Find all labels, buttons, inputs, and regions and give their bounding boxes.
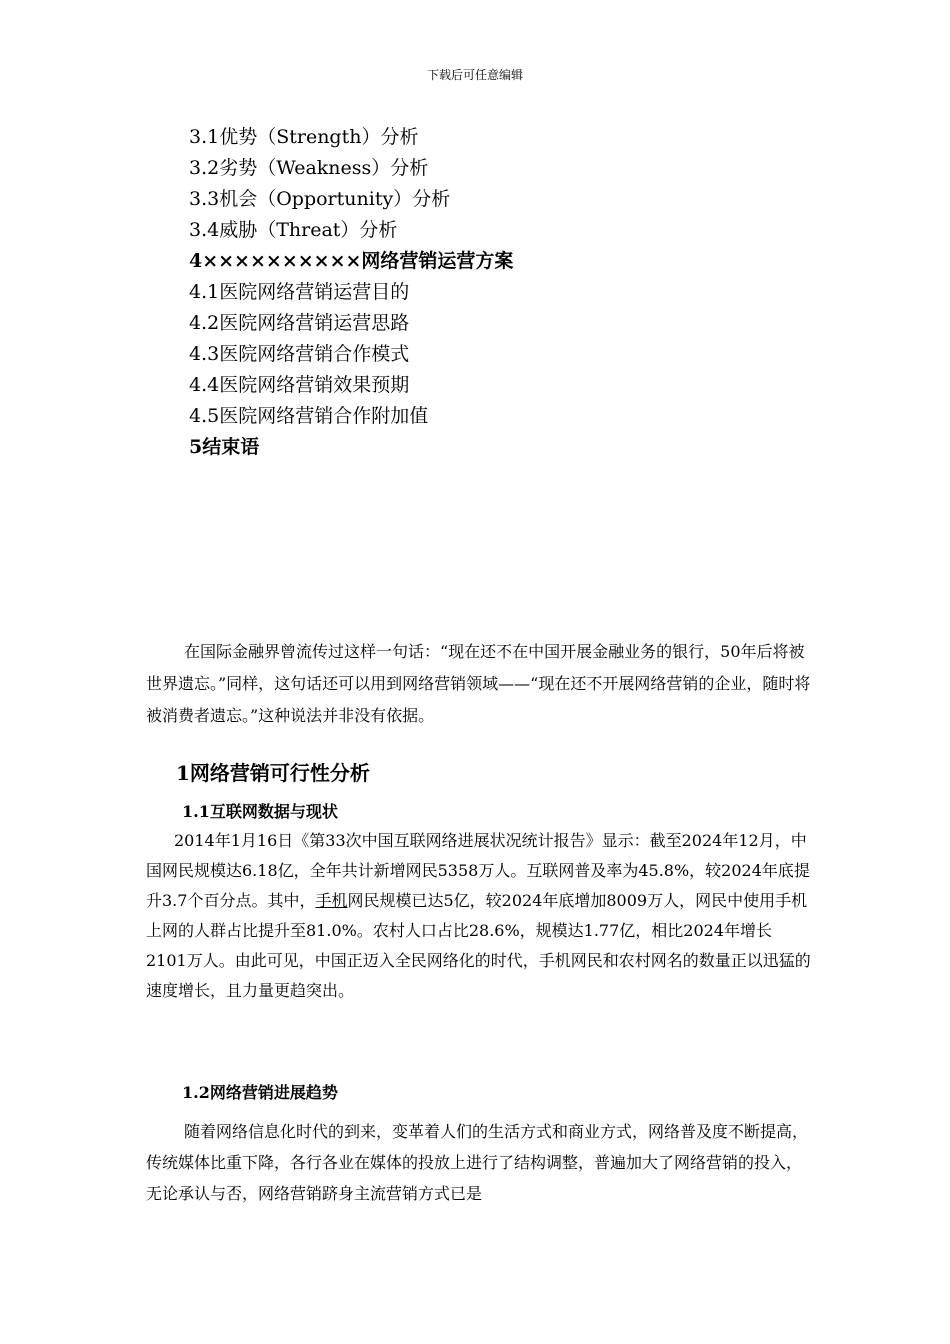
toc-item-4-2[interactable]: 4.2医院网络营销运营思路 <box>189 312 410 334</box>
section-1-1-title: 1.1互联网数据与现状 <box>182 802 338 821</box>
section-1-1-paragraph <box>146 826 811 1006</box>
mobile-link[interactable]: 手机 <box>315 891 348 910</box>
section-1-2-paragraph: 随着网络信息化时代的到来，变革着人们的生活方式和商业方式，网络普及度不断提高，传统媒体比重下降，各行各业在媒体的投放上进行了结构调整，普遍加大了网络营销的投入，无论承认与否，网络营销跻身主流营销方式已是 <box>146 1122 809 1203</box>
table-of-contents <box>189 122 513 463</box>
toc-item-4-4[interactable]: 4.4医院网络营销效果预期 <box>189 374 410 396</box>
toc-item-5[interactable]: 5结束语 <box>189 436 260 458</box>
page-header-note: 下载后可任意编辑 <box>426 68 523 82</box>
section-1-1-text-b: 网民规模已达5亿，较2024年底增加8009万人，网民中使用手机上网的人群占比提升至81.0%。农村人口占比28.6%，规模达1.77亿，相比2024年增长2101万人。由此可见，中国正迈入全民网络化的时代，手机网民和农村网名的数量正以迅猛的速度增长，且力量更趋突出。 <box>146 891 811 1000</box>
section-1-title: 1网络营销可行性分析 <box>176 761 370 785</box>
section-1-2-title: 1.2网络营销进展趋势 <box>182 1083 338 1102</box>
toc-item-4-3[interactable]: 4.3医院网络营销合作模式 <box>189 343 410 365</box>
toc-item-3-1[interactable]: 3.1优势（Strength）分析 <box>189 126 419 148</box>
section-1-1-text-a: 2014年1月16日《第33次中国互联网络进展状况统计报告》显示：截至2024年12月，中国网民规模达6.18亿，全年共计新增网民5358万人。互联网普及率为45.8%，较2024年底提升3.7个百分点。其中， <box>146 831 810 910</box>
intro-paragraph: 在国际金融界曾流传过这样一句话：“现在还不在中国开展金融业务的银行，50年后将被世界遗忘。”同样，这句话还可以用到网络营销领域——“现在还不开展网络营销的企业，随时将被消费者遗忘。”这种说法并非没有依据。 <box>146 642 811 725</box>
toc-item-3-2[interactable]: 3.2劣势（Weakness）分析 <box>189 157 429 179</box>
toc-item-4[interactable]: 4××××××××××网络营销运营方案 <box>189 250 514 272</box>
toc-item-3-3[interactable]: 3.3机会（Opportunity）分析 <box>189 188 451 210</box>
intro-section <box>146 636 811 732</box>
toc-item-4-5[interactable]: 4.5医院网络营销合作附加值 <box>189 405 429 427</box>
toc-item-4-1[interactable]: 4.1医院网络营销运营目的 <box>189 281 410 303</box>
toc-item-3-4[interactable]: 3.4威胁（Threat）分析 <box>189 219 398 241</box>
